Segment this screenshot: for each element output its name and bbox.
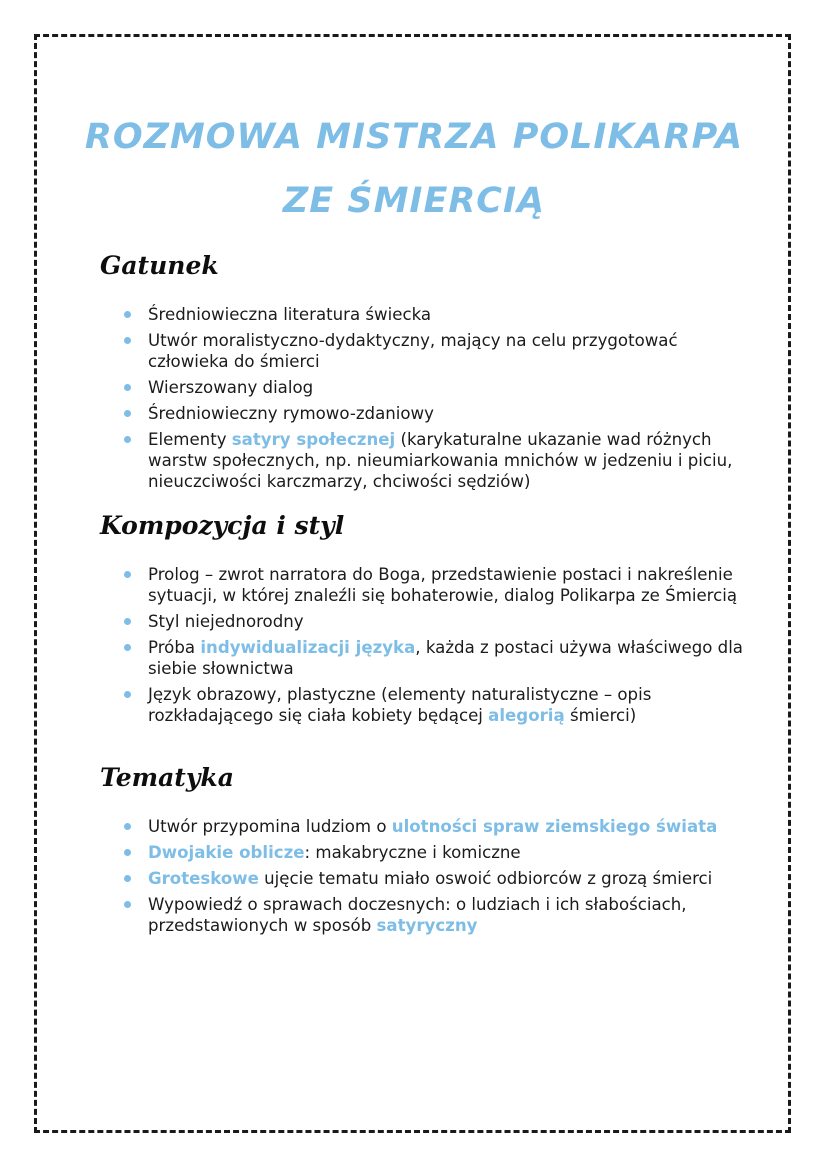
list-item xyxy=(100,377,760,398)
list-item xyxy=(100,304,760,325)
section-tematyka xyxy=(100,762,760,941)
item-text: Wierszowany dialog xyxy=(148,378,314,397)
item-text: Wypowiedź o sprawach doczesnych: o ludziach i ich słabościach, przedstawionych w sposób xyxy=(148,895,687,935)
highlight-term: ulotności spraw ziemskiego świata xyxy=(391,817,718,836)
highlight-term: indywidualizacji języka xyxy=(200,638,416,657)
item-text: Elementy xyxy=(148,430,232,449)
list-item xyxy=(100,684,760,726)
bullet-list xyxy=(100,304,760,492)
highlight-term: Groteskowe xyxy=(148,869,259,888)
highlight-term: alegorią xyxy=(488,706,565,725)
list-item xyxy=(100,429,760,492)
section-heading: Gatunek xyxy=(100,251,219,280)
list-item xyxy=(100,816,760,837)
item-text: Styl niejednorodny xyxy=(148,612,304,631)
list-item xyxy=(100,611,760,632)
item-text: Próba xyxy=(148,638,201,657)
item-text: ujęcie tematu miało oswoić odbiorców z grozą śmierci xyxy=(258,869,713,888)
item-text: , każda z postaci używa właściwego dla siebie słownictwa xyxy=(148,638,743,678)
section-heading: Kompozycja i styl xyxy=(100,511,345,540)
item-text: Średniowieczna literatura świecka xyxy=(148,305,432,324)
item-text: Średniowieczny rymowo-zdaniowy xyxy=(148,404,434,423)
item-text: śmierci) xyxy=(564,706,637,725)
list-item xyxy=(100,637,760,679)
list-item xyxy=(100,403,760,424)
item-text: Utwór moralistyczno-dydaktyczny, mający na celu przygotować człowieka do śmierci xyxy=(148,331,678,371)
list-item xyxy=(100,894,760,936)
section-heading: Tematyka xyxy=(100,763,234,792)
page-title: ROZMOWA MISTRZA POLIKARPA ZE ŚMIERCIĄ xyxy=(84,117,744,221)
list-item xyxy=(100,564,760,606)
item-text: (karykaturalne ukazanie wad różnych warstw społecznych, np. nieumiarkowania mnichów w jedzeniu i piciu, nieuczciwości karczmarzy, chciwości sędziów) xyxy=(148,430,733,491)
highlight-term: satyryczny xyxy=(376,916,478,935)
bullet-list xyxy=(100,816,760,936)
bullet-list xyxy=(100,564,760,726)
highlight-term: Dwojakie oblicze xyxy=(148,843,305,862)
item-text: Utwór przypomina ludziom o xyxy=(148,817,392,836)
item-text: : makabryczne i komiczne xyxy=(304,843,521,862)
list-item xyxy=(100,330,760,372)
section-kompozycja-i-styl xyxy=(100,510,760,731)
highlight-term: satyry społecznej xyxy=(231,430,396,449)
section-gatunek xyxy=(100,250,760,497)
list-item xyxy=(100,868,760,889)
item-text: Język obrazowy, plastyczne (elementy naturalistyczne – opis rozkładającego się ciała kobiety będącej xyxy=(148,685,652,725)
list-item xyxy=(100,842,760,863)
item-text: Prolog – zwrot narratora do Boga, przedstawienie postaci i nakreślenie sytuacji, w której znaleźli się bohaterowie, dialog Polikarpa ze Śmiercią xyxy=(148,565,738,605)
